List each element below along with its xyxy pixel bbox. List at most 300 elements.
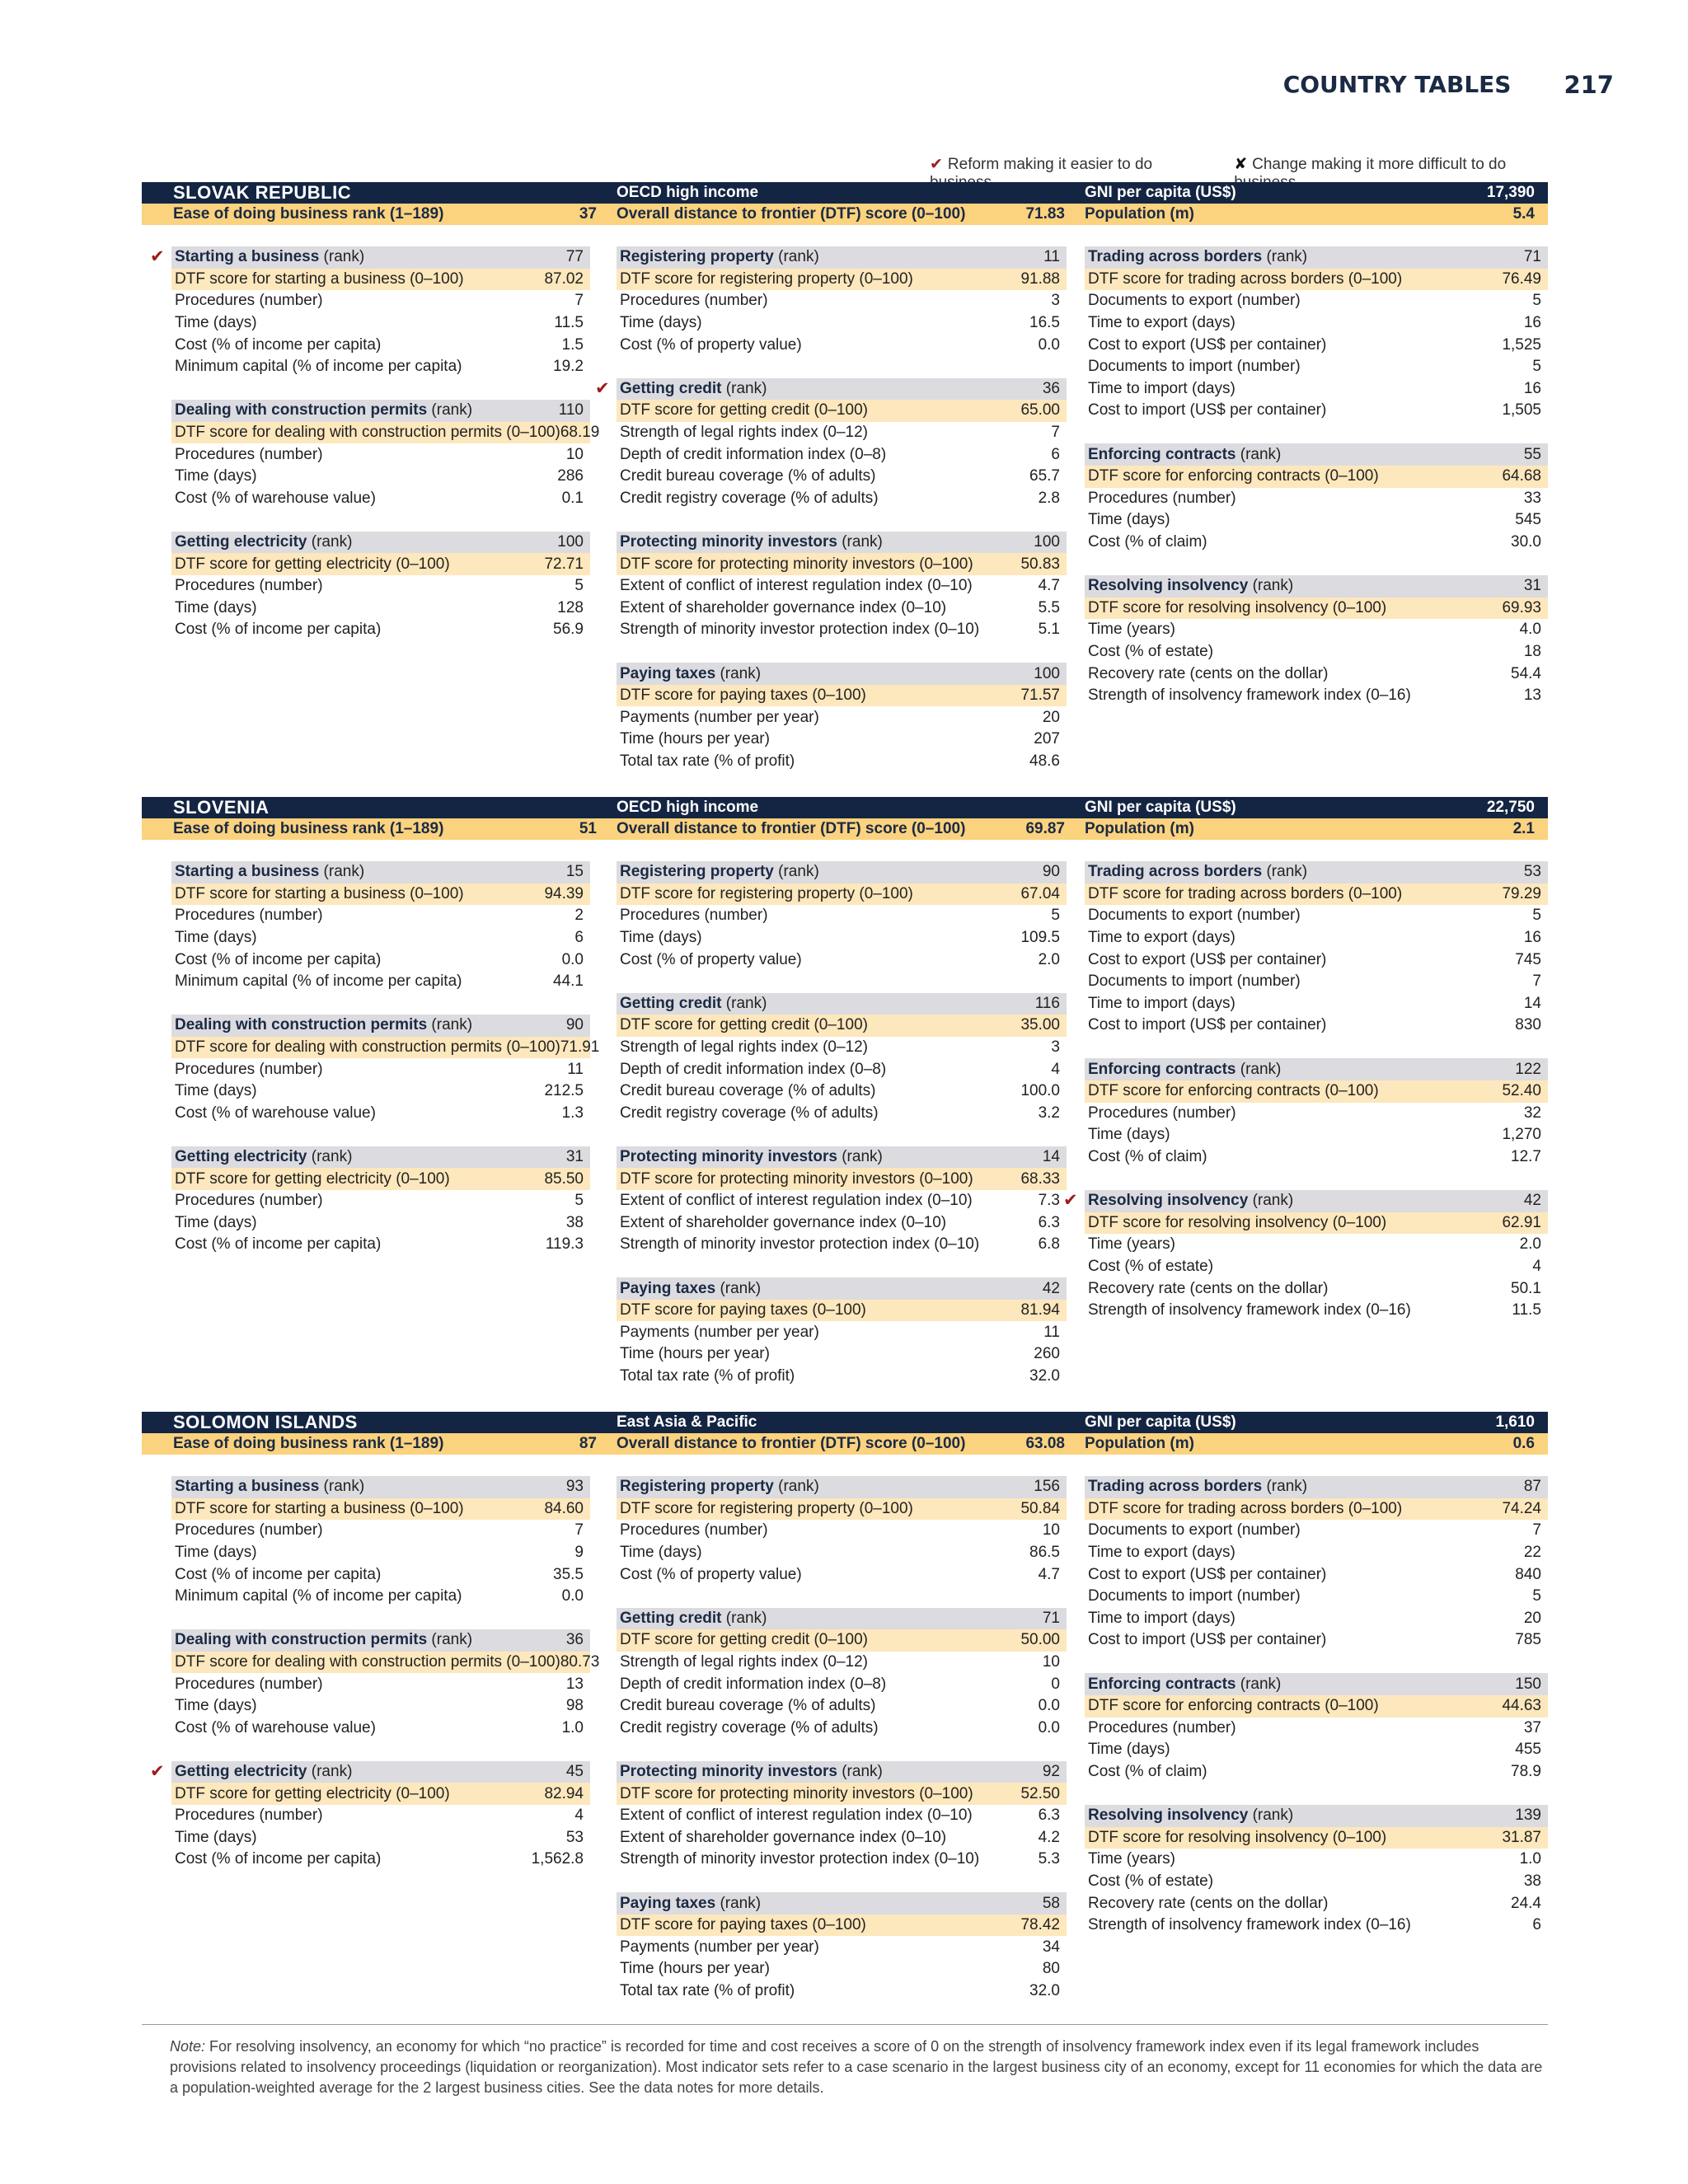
indicator-value: 0.0	[1038, 335, 1060, 354]
indicator-section	[171, 1146, 610, 1256]
section-title: Getting credit	[620, 379, 722, 397]
dtf-score-label: DTF score for dealing with construction permits (0–100)	[175, 1038, 560, 1057]
indicator-row	[1085, 971, 1548, 993]
dtf-score-value: 52.50	[1020, 1784, 1060, 1802]
indicator-label: Time (days)	[1088, 1126, 1170, 1144]
population-label: Population (m)	[1085, 205, 1194, 223]
indicator-value: 1,562.8	[531, 1850, 584, 1868]
indicator-section	[171, 1476, 610, 1608]
section-title-row	[1085, 1190, 1548, 1212]
ease-value: 87	[579, 1435, 597, 1452]
section-title: Starting a business	[175, 863, 320, 881]
dtf-score-label: DTF score for enforcing contracts (0–100)	[1088, 1697, 1379, 1715]
indicator-section	[1085, 1476, 1548, 1652]
dtf-score-label: DTF score for getting electricity (0–100)	[175, 555, 450, 573]
section-title: Protecting minority investors	[620, 1148, 837, 1166]
indicator-label: Procedures (number)	[620, 1521, 768, 1540]
indicator-value: 14	[1523, 994, 1541, 1012]
section-title-row	[617, 1476, 1067, 1498]
rank-suffix: (rank)	[721, 379, 767, 397]
indicator-row	[1085, 1277, 1548, 1300]
indicator-label: Cost (% of claim)	[1088, 1763, 1207, 1781]
indicator-label: Recovery rate (cents on the dollar)	[1088, 1279, 1329, 1297]
dtf-score-value: 31.87	[1502, 1828, 1541, 1846]
indicator-value: 1,505	[1502, 401, 1541, 419]
gni-value: 17,390	[1486, 184, 1535, 201]
indicator-section	[150, 246, 610, 378]
indicator-row	[617, 312, 1067, 335]
indicator-label: Cost (% of income per capita)	[175, 1235, 382, 1254]
indicator-value: 20	[1523, 1609, 1541, 1627]
legend-change-text: Change making it more difficult to do	[1252, 156, 1507, 173]
indicator-value: 830	[1515, 1016, 1541, 1034]
gni-label: GNI per capita (US$)	[1085, 799, 1236, 816]
indicator-row	[171, 1542, 590, 1564]
indicator-row	[1085, 1871, 1548, 1893]
region-label: OECD high income	[617, 184, 759, 201]
section-rank: 71	[1523, 248, 1541, 266]
indicator-value: 4.7	[1038, 1565, 1060, 1583]
indicator-value: 109.5	[1020, 929, 1060, 947]
dtf-score-row	[1085, 269, 1548, 291]
indicator-row	[617, 466, 1067, 488]
section-title-row	[617, 532, 1067, 554]
indicator-section	[1085, 575, 1548, 707]
dtf-score-label: DTF score for resolving insolvency (0–100)	[1088, 1213, 1387, 1231]
indicator-label: Time (hours per year)	[620, 1960, 770, 1978]
dtf-score-row	[617, 685, 1067, 707]
indicator-row	[617, 1958, 1067, 1980]
indicator-row	[617, 1805, 1067, 1827]
indicator-value: 32.0	[1029, 1981, 1060, 1999]
indicator-label: Time to import (days)	[1088, 379, 1236, 397]
indicator-value: 207	[1034, 730, 1060, 748]
rank-suffix: (rank)	[773, 863, 819, 881]
indicator-row	[171, 1673, 590, 1695]
indicator-value: 32	[1523, 1104, 1541, 1122]
indicator-label: Procedures (number)	[175, 1675, 323, 1693]
indicator-label: Extent of shareholder governance index (0–10)	[620, 1828, 947, 1846]
indicator-row	[617, 443, 1067, 466]
indicator-row	[1085, 1718, 1548, 1740]
indicator-value: 2.0	[1038, 950, 1060, 968]
indicator-row	[617, 1190, 1067, 1212]
dtf-score-row	[1085, 598, 1548, 620]
indicator-label: Time (years)	[1088, 621, 1175, 639]
rank-suffix: (rank)	[837, 1763, 883, 1781]
indicator-row	[171, 971, 590, 993]
section-title: Resolving insolvency	[1088, 577, 1249, 595]
section-rank: 11	[1043, 248, 1060, 266]
indicator-label: Procedures (number)	[175, 1521, 323, 1540]
indicator-label: Extent of shareholder governance index (0–10)	[620, 598, 947, 616]
indicator-row	[617, 422, 1067, 444]
section-title-row	[1085, 575, 1548, 598]
section-rank: 42	[1042, 1279, 1060, 1297]
indicator-row	[1085, 927, 1548, 949]
indicator-value: 38	[565, 1213, 584, 1231]
section-title-row	[171, 400, 590, 422]
indicator-value: 1.5	[561, 335, 584, 354]
indicator-value: 10	[1042, 1653, 1060, 1671]
indicator-value: 11	[1043, 1323, 1060, 1341]
dtf-score-row	[617, 1915, 1067, 1937]
rank-suffix: (rank)	[427, 401, 473, 419]
indicator-row	[171, 575, 590, 598]
dtf-score-row	[171, 1168, 590, 1190]
indicator-value: 0	[1051, 1675, 1060, 1693]
section-title-row	[1085, 443, 1548, 466]
section-title-row	[1085, 1058, 1548, 1080]
dtf-score-row	[617, 269, 1067, 291]
indicator-value: 4.0	[1519, 621, 1541, 639]
section-title-row	[617, 1761, 1067, 1783]
indicator-value: 1,525	[1502, 335, 1541, 354]
indicator-value: 286	[557, 467, 584, 485]
indicator-row	[171, 1058, 590, 1080]
indicator-label: Strength of insolvency framework index (0–16)	[1088, 1301, 1411, 1319]
dtf-score-label: DTF score for starting a business (0–100)	[175, 269, 464, 288]
indicator-value: 0.0	[561, 1587, 584, 1605]
indicator-row	[171, 619, 590, 641]
indicator-row	[617, 1520, 1067, 1542]
indicator-label: Cost (% of income per capita)	[175, 1850, 382, 1868]
indicator-label: Procedures (number)	[175, 577, 323, 595]
indicator-label: Procedures (number)	[1088, 489, 1236, 507]
indicator-column	[610, 861, 1078, 1409]
ease-value: 37	[579, 205, 597, 223]
section-title-row	[617, 993, 1067, 1015]
section-title-row	[171, 1476, 590, 1498]
indicator-row	[617, 1058, 1067, 1080]
indicator-row	[171, 290, 590, 312]
indicator-value: 5.5	[1038, 598, 1060, 616]
indicator-value: 2.0	[1519, 1235, 1541, 1254]
section-title: Getting electricity	[175, 533, 307, 551]
indicator-label: Credit registry coverage (% of adults)	[620, 1104, 879, 1122]
indicator-value: 2	[574, 907, 584, 925]
indicator-value: 7	[1051, 424, 1060, 442]
indicator-value: 7	[574, 292, 584, 310]
indicator-label: Cost (% of estate)	[1088, 1257, 1214, 1275]
indicator-value: 4.7	[1038, 577, 1060, 595]
section-title: Getting electricity	[175, 1763, 307, 1781]
indicator-row	[1085, 509, 1548, 532]
overall-dtf-value: 63.08	[1025, 1435, 1065, 1452]
indicator-section	[1085, 1673, 1548, 1783]
dtf-score-row	[617, 1015, 1067, 1037]
section-rank: 150	[1515, 1675, 1541, 1693]
indicator-row	[1085, 663, 1548, 685]
dtf-score-label: DTF score for getting electricity (0–100)	[175, 1784, 450, 1802]
indicator-row	[617, 598, 1067, 620]
section-title: Trading across borders	[1088, 1478, 1263, 1496]
section-title-row	[171, 1629, 590, 1652]
indicator-label: Credit bureau coverage (% of adults)	[620, 1082, 876, 1100]
indicator-value: 6	[574, 929, 584, 947]
indicator-row	[617, 927, 1067, 949]
indicator-row	[1085, 993, 1548, 1015]
indicator-row	[617, 1080, 1067, 1103]
indicator-label: Time to export (days)	[1088, 929, 1236, 947]
section-rank: 156	[1034, 1478, 1060, 1496]
dtf-score-label: DTF score for dealing with construction permits (0–100)	[175, 1653, 560, 1671]
indicator-row	[1085, 312, 1548, 335]
dtf-score-row	[1085, 1498, 1548, 1521]
indicator-label: Cost (% of claim)	[1088, 1148, 1207, 1166]
section-title: Dealing with construction permits	[175, 1016, 428, 1034]
section-title: Paying taxes	[620, 1279, 716, 1297]
indicator-value: 11.5	[1512, 1301, 1541, 1319]
dtf-score-label: DTF score for paying taxes (0–100)	[620, 1301, 866, 1319]
indicator-row	[1085, 1015, 1548, 1037]
indicator-section	[617, 1146, 1078, 1256]
overall-dtf-label: Overall distance to frontier (DTF) score (0–100)	[617, 820, 966, 837]
indicator-row	[617, 1652, 1067, 1674]
indicator-section	[1085, 1805, 1548, 1937]
indicator-label: Cost (% of warehouse value)	[175, 1718, 376, 1736]
indicator-value: 19.2	[553, 358, 584, 376]
section-title-row	[1085, 1476, 1548, 1498]
indicator-value: 9	[574, 1544, 584, 1562]
indicator-label: Time to export (days)	[1088, 1544, 1236, 1562]
dtf-score-label: DTF score for getting credit (0–100)	[620, 401, 868, 419]
dtf-score-value: 71.91	[560, 1038, 600, 1057]
section-rank: 110	[558, 401, 584, 419]
indicator-label: Procedures (number)	[620, 292, 768, 310]
region-label: East Asia & Pacific	[617, 1413, 757, 1431]
section-title: Enforcing contracts	[1088, 1675, 1236, 1693]
indicator-label: Procedures (number)	[1088, 1104, 1236, 1122]
section-title-row	[1085, 861, 1548, 883]
indicator-value: 16	[1523, 314, 1541, 332]
dtf-score-value: 35.00	[1020, 1016, 1060, 1034]
indicator-value: 785	[1515, 1631, 1541, 1649]
indicator-label: Time (days)	[175, 1544, 257, 1562]
section-rank: 93	[565, 1478, 584, 1496]
indicator-label: Cost to export (US$ per container)	[1088, 335, 1327, 354]
section-title-row	[1085, 246, 1548, 269]
rank-suffix: (rank)	[427, 1631, 473, 1649]
indicator-label: Time to export (days)	[1088, 314, 1236, 332]
indicator-label: Recovery rate (cents on the dollar)	[1088, 664, 1329, 682]
indicator-label: Cost (% of estate)	[1088, 642, 1214, 660]
indicator-value: 840	[1515, 1565, 1541, 1583]
section-title: Paying taxes	[620, 664, 716, 682]
indicator-row	[1085, 400, 1548, 422]
indicator-value: 3	[1051, 1038, 1060, 1057]
indicator-section	[150, 1761, 610, 1871]
section-title: Starting a business	[175, 248, 320, 266]
indicator-row	[171, 312, 590, 335]
section-title: COUNTRY TABLES	[1282, 71, 1512, 98]
indicator-label: Time (days)	[175, 314, 257, 332]
rank-suffix: (rank)	[715, 664, 762, 682]
indicator-row	[1085, 1146, 1548, 1169]
indicator-label: Cost (% of income per capita)	[175, 335, 382, 354]
indicator-row	[171, 1212, 590, 1235]
indicator-value: 13	[1523, 687, 1541, 705]
section-title: Enforcing contracts	[1088, 1060, 1236, 1078]
section-title: Trading across borders	[1088, 863, 1263, 881]
indicator-value: 545	[1515, 511, 1541, 529]
indicator-row	[617, 1673, 1067, 1695]
rank-suffix: (rank)	[715, 1894, 762, 1912]
section-title-row	[617, 1608, 1067, 1630]
indicator-row	[617, 706, 1067, 729]
indicator-row	[1085, 1256, 1548, 1278]
indicator-section	[1085, 443, 1548, 553]
indicator-section	[617, 1892, 1078, 2002]
indicator-row	[171, 1563, 590, 1586]
indicator-value: 33	[1523, 489, 1541, 507]
indicator-row	[1085, 685, 1548, 707]
indicator-row	[1085, 1520, 1548, 1542]
region-label: OECD high income	[617, 799, 759, 816]
rank-suffix: (rank)	[721, 1609, 767, 1627]
country-name: SOLOMON ISLANDS	[173, 1412, 358, 1432]
indicator-label: Total tax rate (% of profit)	[620, 1366, 795, 1385]
dtf-score-label: DTF score for getting credit (0–100)	[620, 1631, 868, 1649]
indicator-row	[171, 598, 590, 620]
indicator-value: 260	[1034, 1345, 1060, 1363]
dtf-score-row	[617, 883, 1067, 906]
dtf-score-value: 80.73	[560, 1653, 600, 1671]
section-rank: 58	[1042, 1894, 1060, 1912]
indicator-section	[617, 1476, 1078, 1586]
indicator-label: Cost (% of income per capita)	[175, 950, 382, 968]
indicator-value: 54.4	[1511, 664, 1541, 682]
gni-label: GNI per capita (US$)	[1085, 184, 1236, 201]
overall-dtf-value: 71.83	[1025, 205, 1065, 223]
dtf-score-row	[171, 1652, 600, 1674]
reform-check-icon: ✔	[1063, 1190, 1078, 1210]
indicator-column	[142, 1476, 610, 2024]
indicator-value: 4	[1051, 1060, 1060, 1078]
rank-suffix: (rank)	[319, 248, 365, 266]
indicator-label: Procedures (number)	[1088, 1718, 1236, 1736]
indicator-row	[617, 1321, 1067, 1343]
dtf-score-row	[1085, 1827, 1548, 1849]
indicator-label: Procedures (number)	[175, 292, 323, 310]
indicator-row	[1085, 1915, 1548, 1937]
dtf-score-label: DTF score for trading across borders (0–100)	[1088, 884, 1403, 902]
ease-value: 51	[579, 820, 597, 837]
dtf-score-label: DTF score for registering property (0–100)	[620, 884, 913, 902]
indicator-label: Time (years)	[1088, 1235, 1175, 1254]
gni-value: 22,750	[1486, 799, 1535, 816]
indicator-value: 22	[1523, 1544, 1541, 1562]
indicator-label: Time (days)	[620, 1544, 702, 1562]
section-title: Trading across borders	[1088, 248, 1263, 266]
indicator-column	[595, 246, 1078, 794]
dtf-score-label: DTF score for enforcing contracts (0–100)	[1088, 467, 1379, 485]
indicator-value: 1.0	[1519, 1850, 1541, 1868]
indicator-section	[1063, 1190, 1548, 1322]
indicator-label: Procedures (number)	[175, 445, 323, 463]
indicator-column	[1063, 861, 1548, 1409]
section-title: Getting credit	[620, 1609, 722, 1627]
indicator-label: Cost (% of estate)	[1088, 1872, 1214, 1890]
section-title-row	[617, 1892, 1067, 1915]
indicator-label: Time (days)	[620, 314, 702, 332]
section-title: Protecting minority investors	[620, 1763, 837, 1781]
dtf-score-label: DTF score for starting a business (0–100)	[175, 884, 464, 902]
indicator-label: Time (days)	[175, 1213, 257, 1231]
indicator-section	[595, 378, 1078, 510]
rank-suffix: (rank)	[307, 1763, 353, 1781]
indicator-label: Cost (% of warehouse value)	[175, 489, 376, 507]
indicator-value: 119.3	[545, 1235, 584, 1254]
section-rank: 77	[565, 248, 584, 266]
indicator-label: Strength of minority investor protection index (0–10)	[620, 621, 980, 639]
indicator-row	[617, 1103, 1067, 1125]
dtf-score-row	[617, 1629, 1067, 1652]
indicator-value: 38	[1523, 1872, 1541, 1890]
indicator-section	[617, 993, 1078, 1125]
indicator-label: Time to import (days)	[1088, 994, 1236, 1012]
indicator-row	[1085, 334, 1548, 356]
indicator-label: Credit registry coverage (% of adults)	[620, 489, 879, 507]
indicator-value: 16	[1523, 929, 1541, 947]
gni-value: 1,610	[1495, 1413, 1535, 1431]
dtf-score-value: 72.71	[544, 555, 584, 573]
indicator-value: 455	[1515, 1741, 1541, 1759]
indicator-row	[171, 1849, 590, 1871]
dtf-score-row	[171, 269, 590, 291]
indicator-label: Extent of conflict of interest regulation index (0–10)	[620, 577, 973, 595]
dtf-score-label: DTF score for trading across borders (0–100)	[1088, 1499, 1403, 1517]
indicator-row	[1085, 1849, 1548, 1871]
indicator-section	[171, 861, 610, 993]
dtf-score-value: 74.24	[1502, 1499, 1541, 1517]
dtf-score-label: DTF score for paying taxes (0–100)	[620, 687, 866, 705]
indicator-row	[1085, 1586, 1548, 1608]
indicator-row	[171, 905, 590, 927]
indicator-value: 2.8	[1038, 489, 1060, 507]
footnote	[142, 2024, 1548, 2098]
indicator-value: 0.0	[1038, 1718, 1060, 1736]
dtf-score-row	[1085, 1212, 1548, 1235]
population-value: 2.1	[1512, 820, 1535, 837]
indicator-value: 4.2	[1038, 1828, 1060, 1846]
indicator-column	[142, 246, 610, 794]
section-title: Registering property	[620, 863, 774, 881]
indicator-label: Procedures (number)	[620, 907, 768, 925]
rank-suffix: (rank)	[1262, 1478, 1308, 1496]
section-title-row	[1085, 1673, 1548, 1695]
indicator-row	[171, 1103, 590, 1125]
section-rank: 36	[1042, 379, 1060, 397]
rank-suffix: (rank)	[715, 1279, 762, 1297]
section-title-row	[617, 663, 1067, 685]
indicator-row	[617, 729, 1067, 751]
indicator-row	[1085, 641, 1548, 663]
indicator-section	[617, 1277, 1078, 1387]
indicator-row	[1085, 1739, 1548, 1761]
indicator-label: Extent of conflict of interest regulation index (0–10)	[620, 1192, 973, 1210]
indicator-section	[1085, 246, 1548, 422]
indicator-row	[617, 1212, 1067, 1235]
section-title: Paying taxes	[620, 1894, 716, 1912]
indicator-row	[171, 334, 590, 356]
indicator-row	[1085, 532, 1548, 554]
dtf-score-row	[171, 422, 600, 444]
indicator-label: Time (days)	[1088, 511, 1170, 529]
indicator-value: 7.3	[1038, 1192, 1060, 1210]
dtf-score-label: DTF score for starting a business (0–100)	[175, 1499, 464, 1517]
section-title: Enforcing contracts	[1088, 445, 1236, 463]
